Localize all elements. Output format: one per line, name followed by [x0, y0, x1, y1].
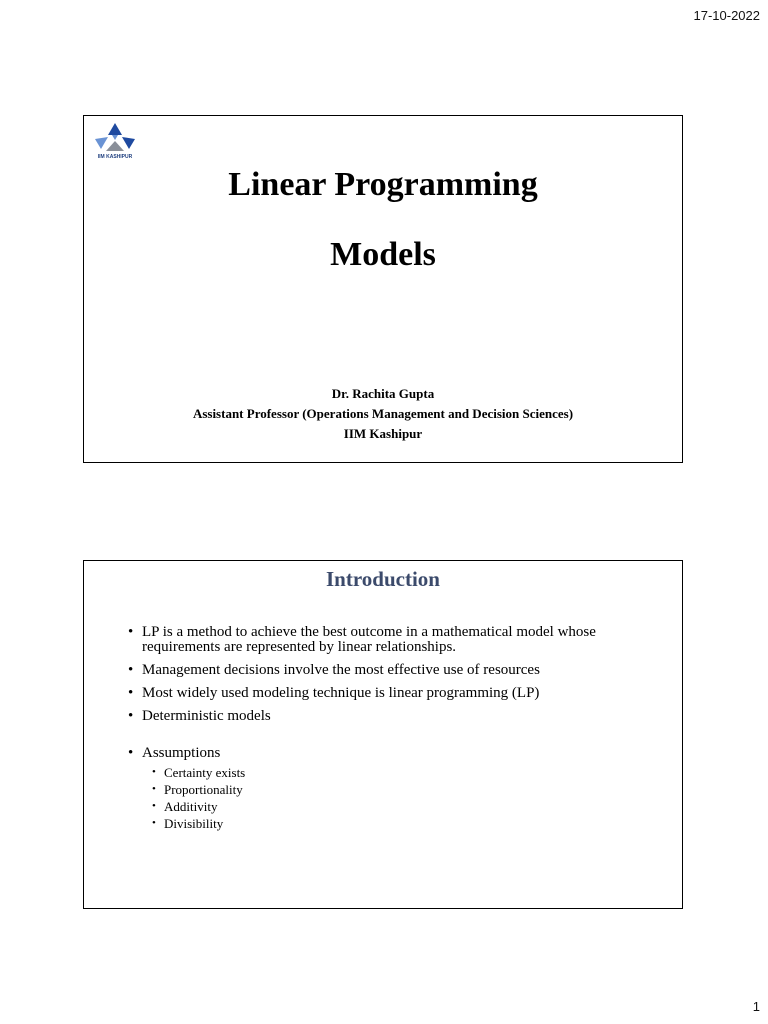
bullet-list — [128, 625, 658, 840]
bullet-item: • Most widely used modeling technique is linear programming (LP) — [128, 686, 658, 701]
bullet-item: • Deterministic models — [128, 709, 658, 724]
logo-mark — [92, 121, 138, 155]
sub-bullet-item: • Certainty exists — [142, 764, 658, 781]
slide-heading: Introduction — [326, 567, 440, 591]
bullet-item: • Management decisions involve the most effective use of resources — [128, 663, 658, 678]
assumptions-list — [142, 764, 658, 832]
sub-bullet-item: • Additivity — [142, 798, 658, 815]
slide-title-line-1: Linear Programming — [228, 166, 538, 203]
author-designation: Assistant Professor (Operations Management and Decision Sciences) — [192, 406, 574, 421]
bullet-item-assumptions — [128, 746, 658, 832]
header-date: 17-10-2022 — [693, 8, 760, 23]
bullet-item: • LP is a method to achieve the best outcome in a mathematical model whose requirements are represented by linear relationships. — [128, 625, 658, 655]
iim-kashipur-logo-icon — [92, 121, 138, 163]
title-slide — [83, 115, 683, 463]
logo-caption: IIM KASHIPUR — [97, 154, 133, 160]
sub-bullet-item: • Proportionality — [142, 781, 658, 798]
author-name: Dr. Rachita Gupta — [331, 386, 435, 401]
introduction-slide — [83, 560, 683, 909]
author-block — [84, 384, 682, 444]
sub-bullet-item: • Divisibility — [142, 815, 658, 832]
page-number: 1 — [752, 999, 760, 1014]
assumptions-label: Assumptions — [142, 745, 221, 761]
slide-title-line-2: Models — [330, 236, 436, 273]
author-institute: IIM Kashipur — [343, 426, 423, 441]
